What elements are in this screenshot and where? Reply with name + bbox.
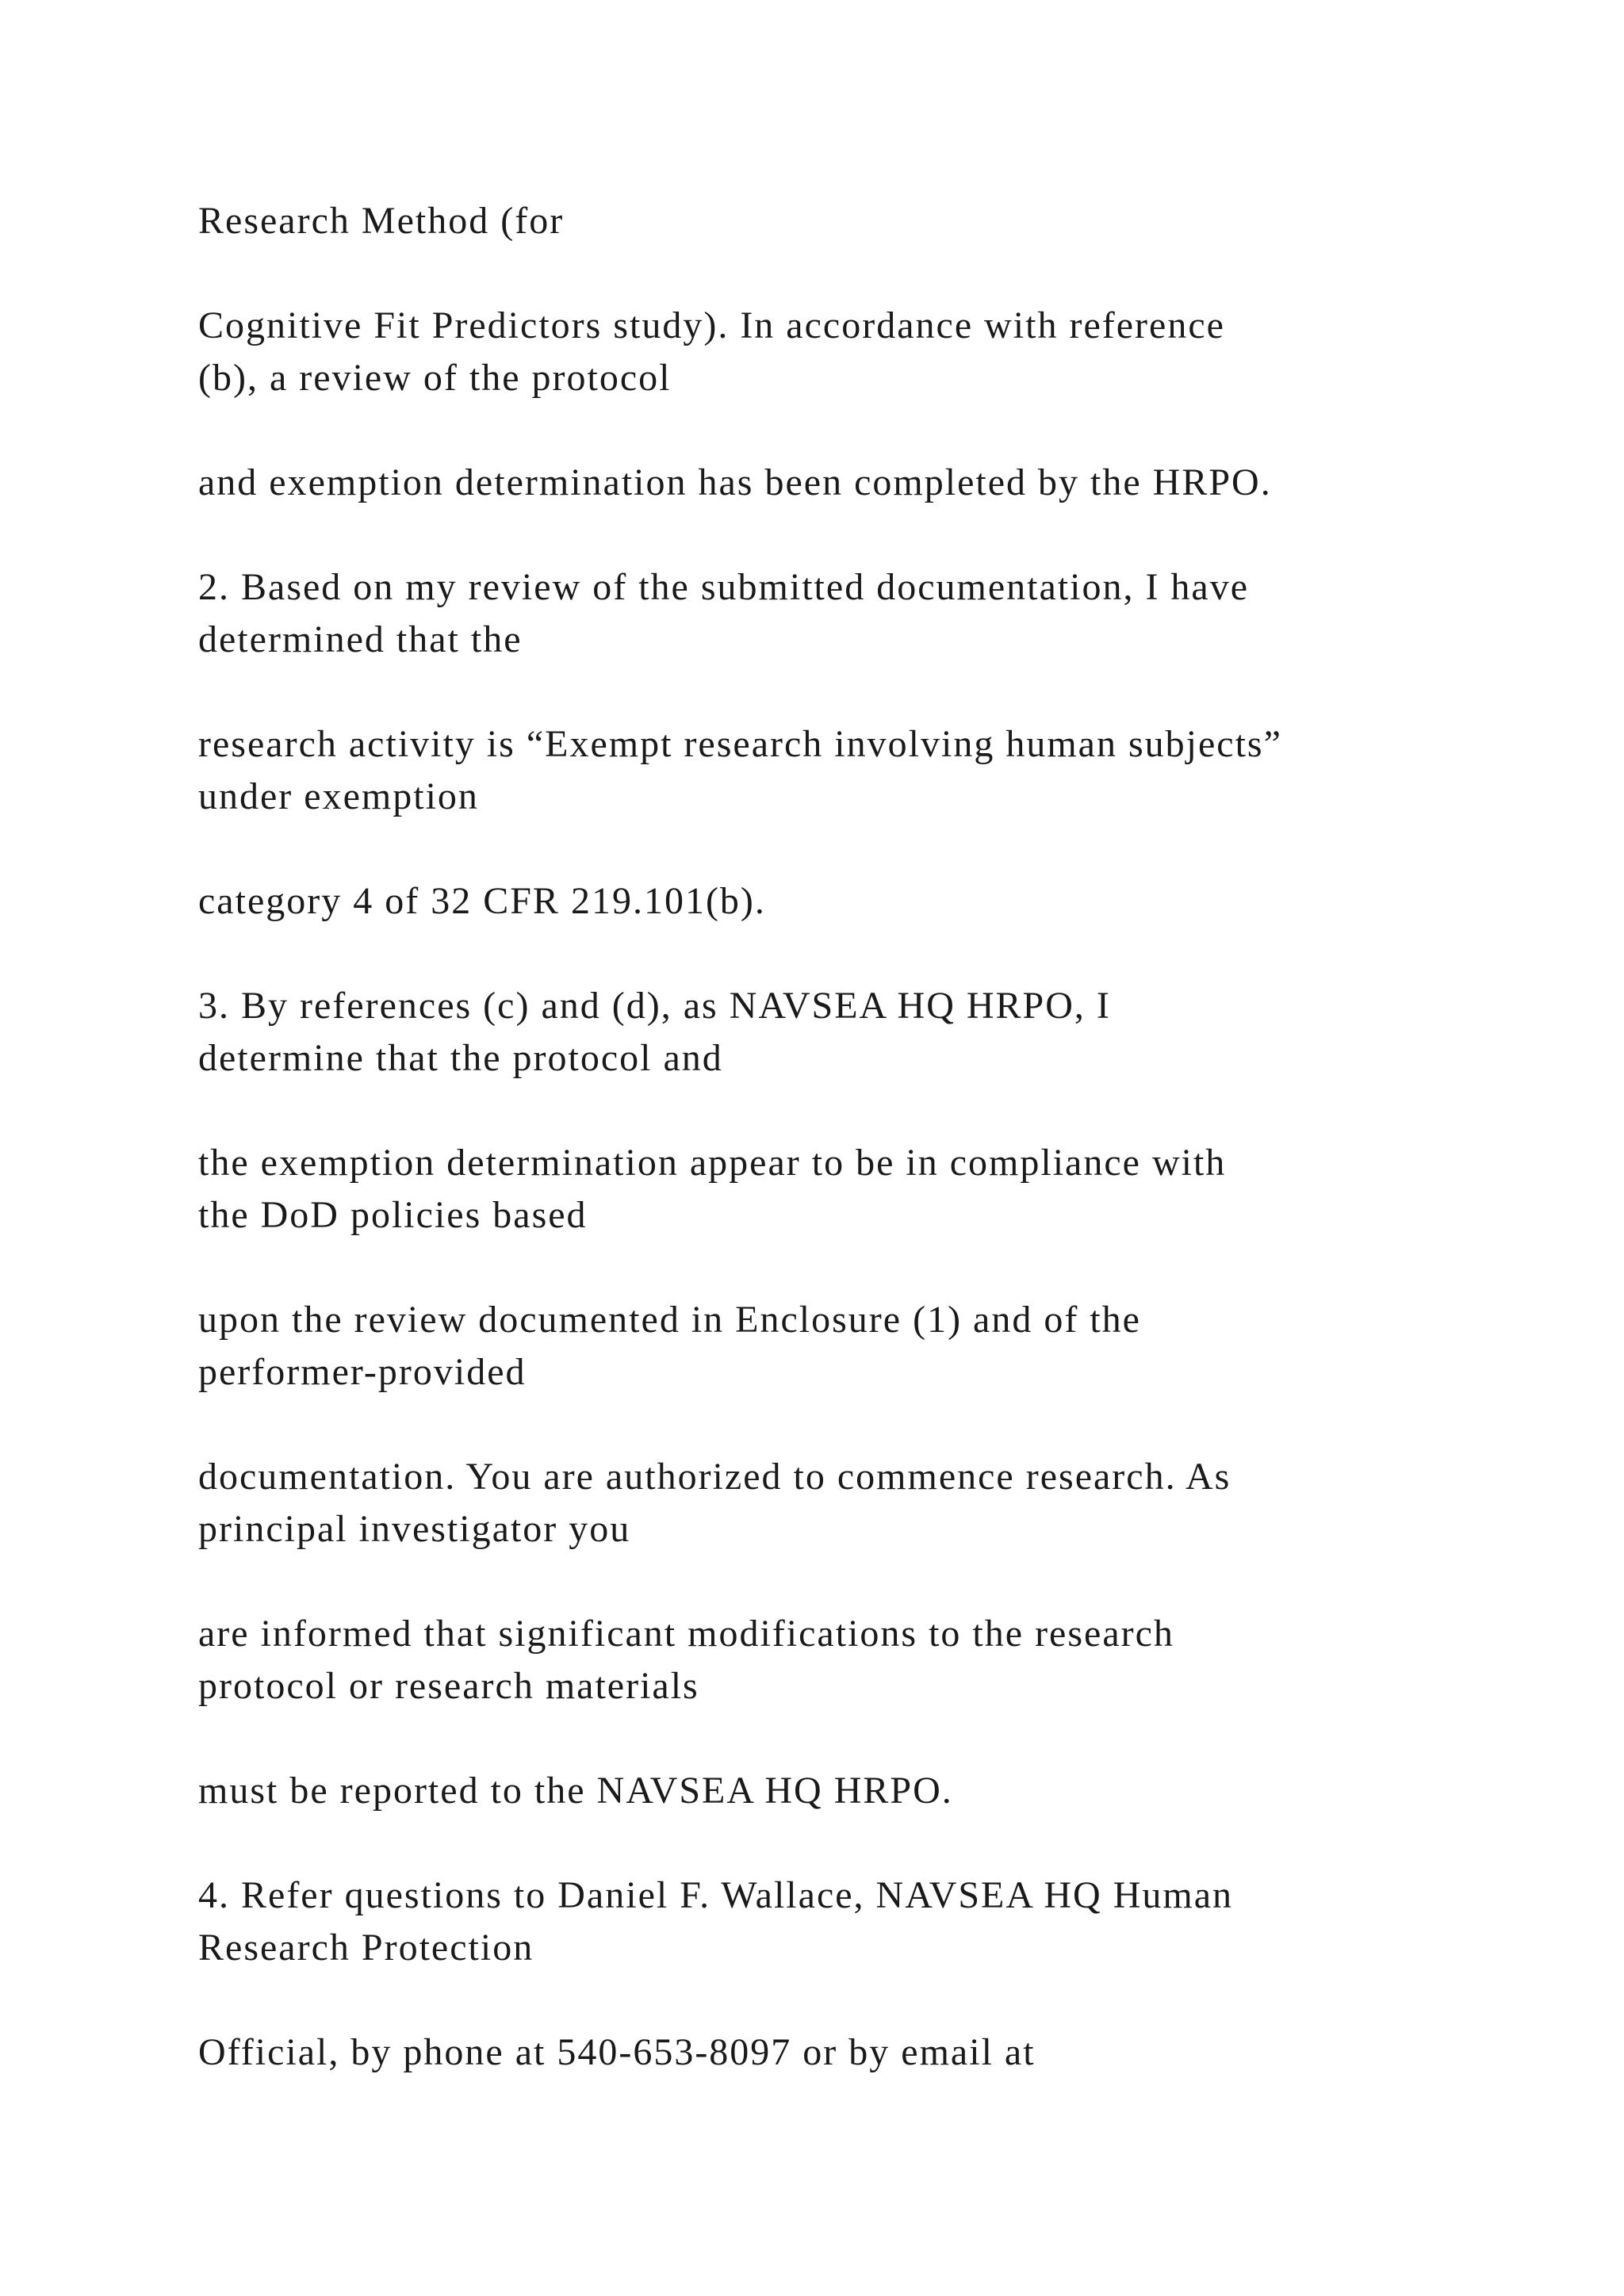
paragraph-3: and exemption determination has been completed by the HRPO. [198, 461, 1272, 503]
paragraph-7: 3. By references (c) and (d), as NAVSEA HQ HRPO, I determine that the protocol and [198, 985, 1111, 1079]
paragraph-8: the exemption determination appear to be in compliance with the DoD policies based [198, 1142, 1227, 1236]
paragraph-13: 4. Refer questions to Daniel F. Wallace, NAVSEA HQ Human Research Protection [198, 1874, 1234, 1969]
paragraph-1: Research Method (for [198, 200, 565, 242]
paragraph-4: 2. Based on my review of the submitted documentation, I have determined that the [198, 566, 1250, 660]
paragraph-12: must be reported to the NAVSEA HQ HRPO. [198, 1770, 953, 1812]
paragraph-6: category 4 of 32 CFR 219.101(b). [198, 880, 766, 922]
paragraph-2: Cognitive Fit Predictors study). In accordance with reference (b), a review of the protocol [198, 304, 1225, 399]
paragraph-5: research activity is “Exempt research involving human subjects” under exemption [198, 723, 1282, 817]
paragraph-14: Official, by phone at 540-653-8097 or by email at [198, 2031, 1036, 2073]
document-body [198, 195, 1546, 2131]
paragraph-10: documentation. You are authorized to commence research. As principal investigator you [198, 1456, 1231, 1550]
paragraph-9: upon the review documented in Enclosure (1) and of the performer-provided [198, 1299, 1141, 1393]
paragraph-11: are informed that significant modifications to the research protocol or research materials [198, 1613, 1174, 1707]
